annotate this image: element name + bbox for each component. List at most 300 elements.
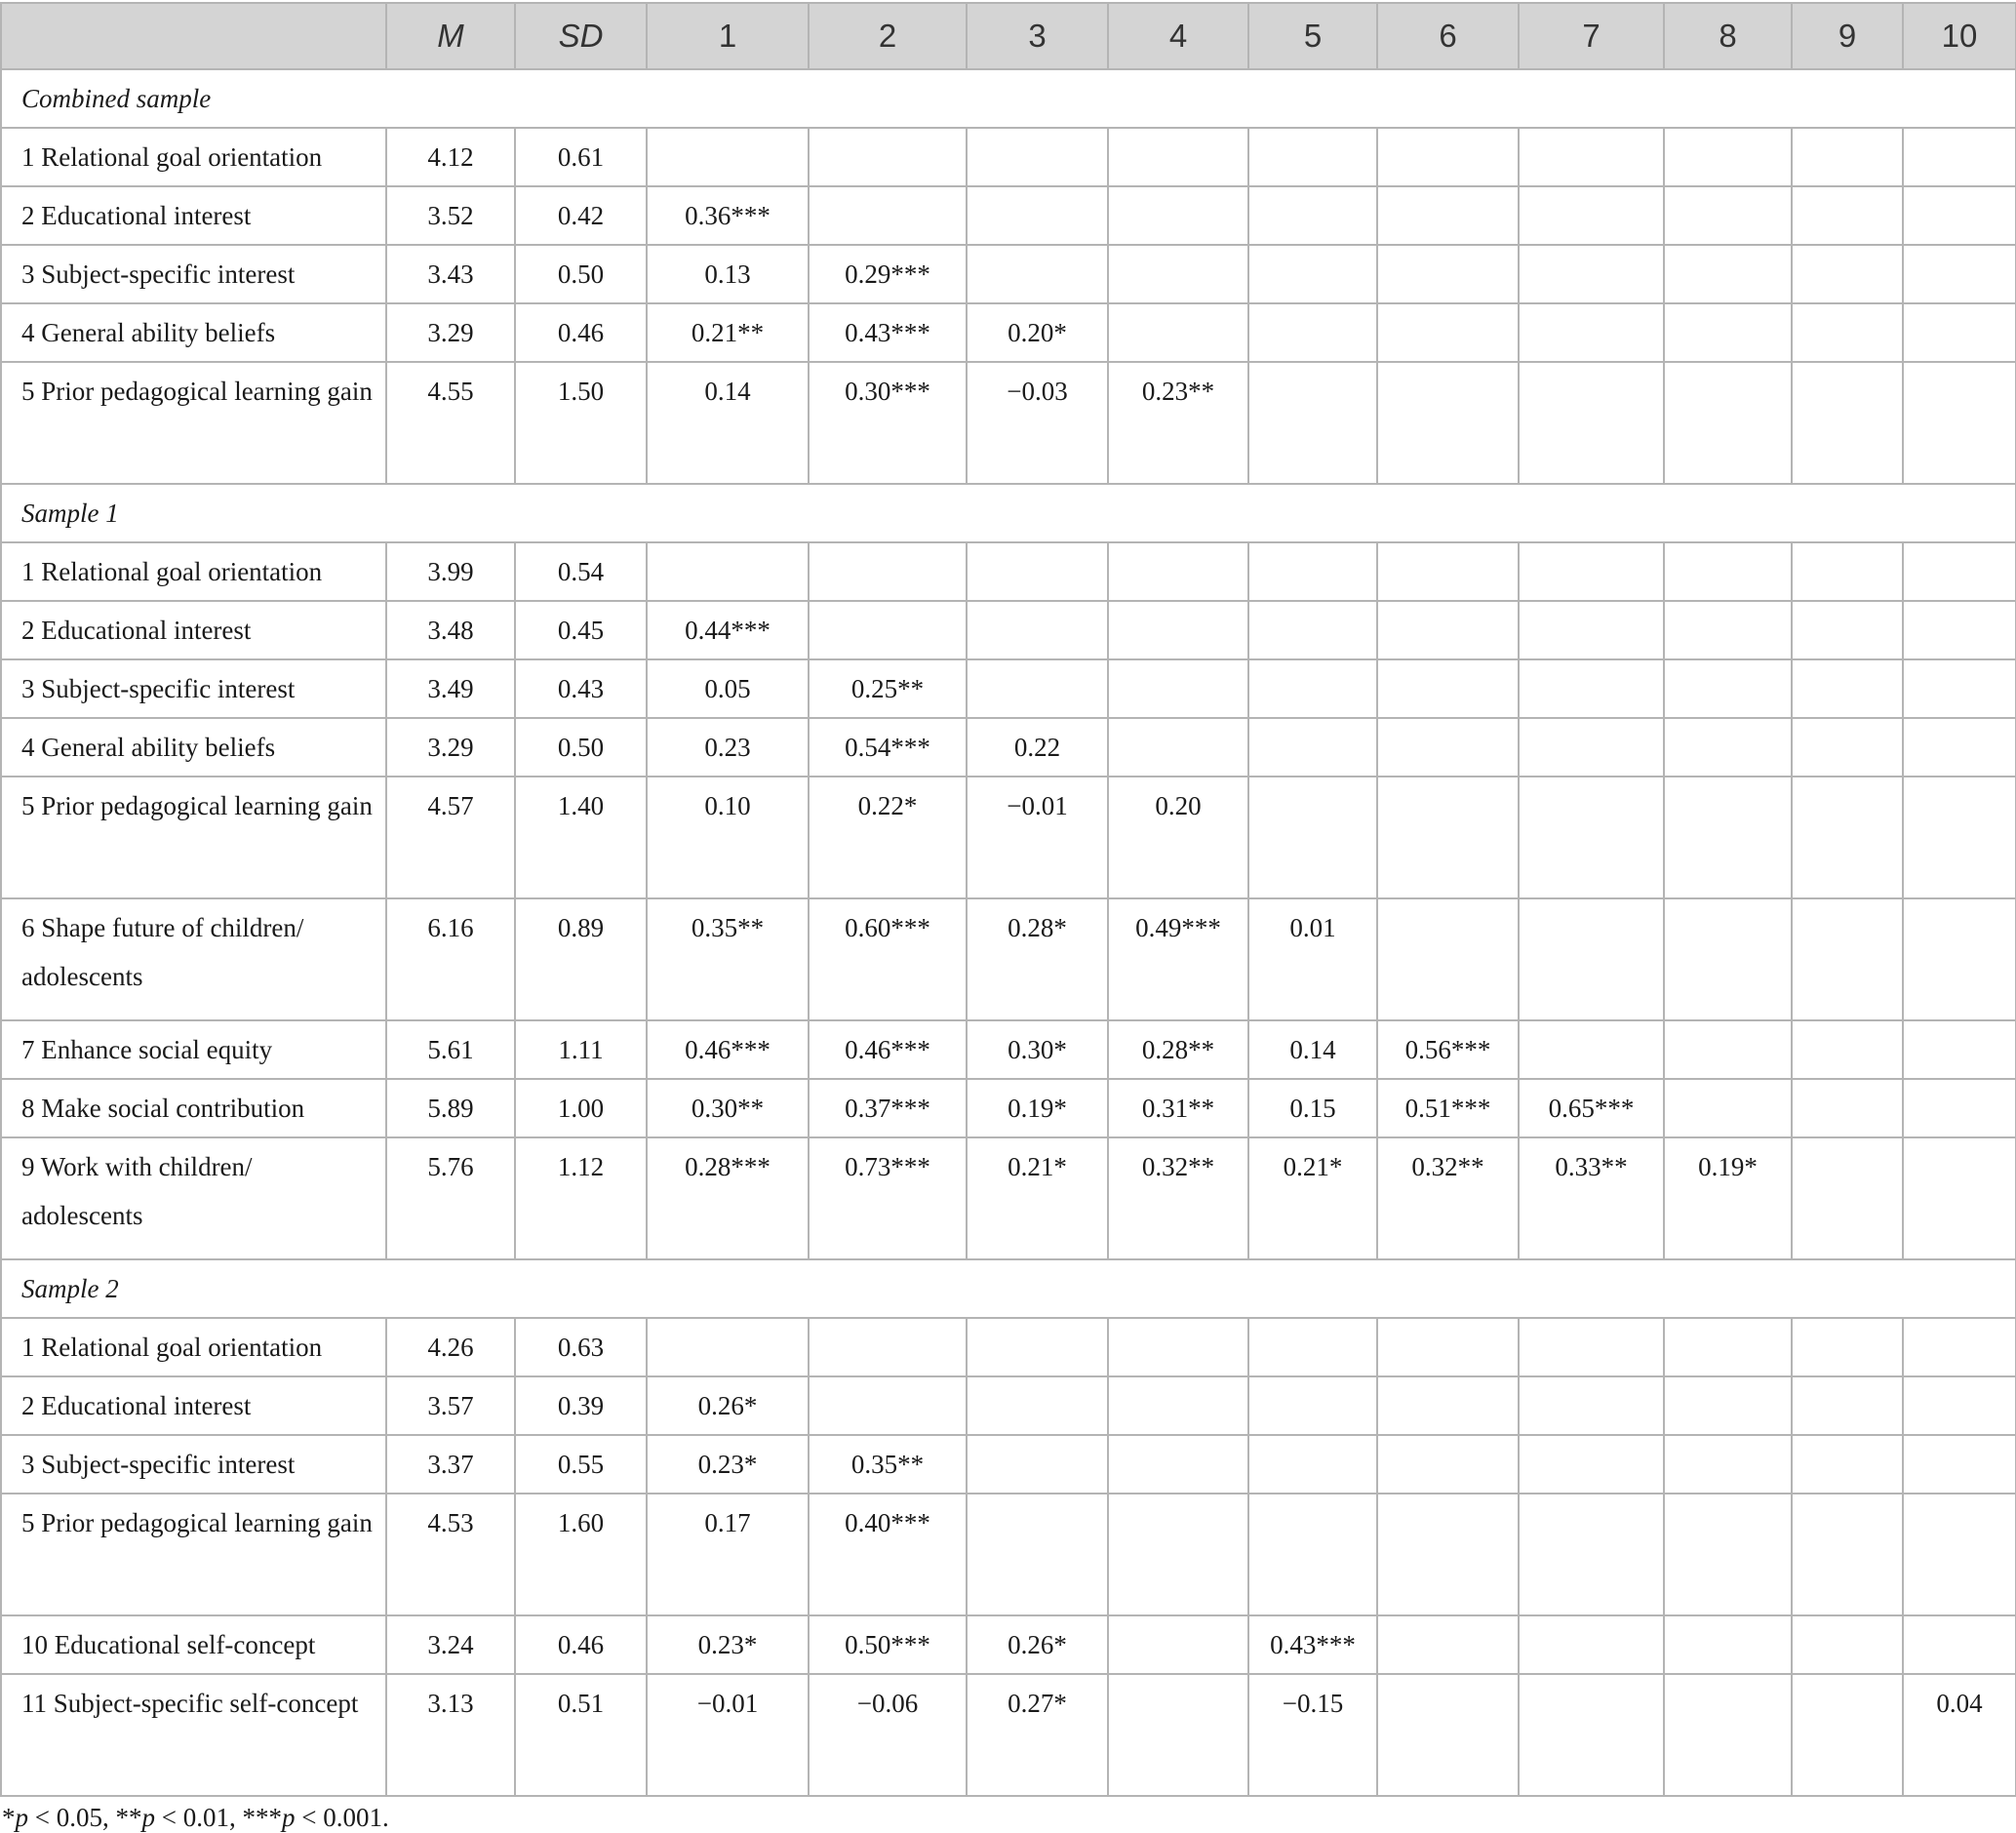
table-row xyxy=(1,1674,2016,1796)
correlation-cell xyxy=(1377,362,1519,484)
correlation-cell xyxy=(1519,303,1664,362)
correlation-cell xyxy=(1108,303,1248,362)
correlation-cell xyxy=(1519,777,1664,898)
section-title: Combined sample xyxy=(1,69,2016,128)
row-label: 10 Educational self-concept xyxy=(1,1615,386,1674)
correlation-cell xyxy=(1519,1615,1664,1674)
correlation-cell xyxy=(1248,303,1377,362)
correlation-cell xyxy=(1792,777,1903,898)
correlation-cell xyxy=(967,659,1108,718)
header-cell-1: 1 xyxy=(647,3,809,69)
mean-cell: 3.43 xyxy=(386,245,515,303)
correlation-cell xyxy=(1248,1318,1377,1376)
correlation-cell xyxy=(1248,542,1377,601)
correlation-cell xyxy=(1519,1674,1664,1796)
correlation-cell xyxy=(1903,128,2016,186)
correlation-cell xyxy=(1903,718,2016,777)
correlation-cell: −0.01 xyxy=(967,777,1108,898)
row-label: 3 Subject-specific interest xyxy=(1,1435,386,1494)
correlation-cell xyxy=(1248,245,1377,303)
row-label: 3 Subject-specific interest xyxy=(1,659,386,718)
correlation-cell xyxy=(967,1318,1108,1376)
header-cell-10: 10 xyxy=(1903,3,2016,69)
correlation-cell xyxy=(1248,1494,1377,1615)
correlation-cell xyxy=(809,601,967,659)
correlation-cell: 0.14 xyxy=(1248,1020,1377,1079)
correlation-cell xyxy=(1519,128,1664,186)
correlation-cell xyxy=(1377,777,1519,898)
table-footnote xyxy=(0,1803,2015,1833)
footnote-star-1: * xyxy=(2,1803,16,1832)
correlation-cell xyxy=(1664,303,1792,362)
correlation-cell xyxy=(1248,1376,1377,1435)
correlation-cell xyxy=(1377,542,1519,601)
correlation-table-container xyxy=(0,2,2015,1833)
correlation-cell xyxy=(1377,1615,1519,1674)
correlation-cell xyxy=(1903,1079,2016,1137)
correlation-cell xyxy=(1903,362,2016,484)
correlation-cell xyxy=(1108,718,1248,777)
row-label: 5 Prior pedagogical learning gain xyxy=(1,777,386,898)
section-header-row xyxy=(1,1259,2016,1318)
correlation-cell xyxy=(1903,186,2016,245)
correlation-cell xyxy=(809,128,967,186)
correlation-cell: 0.28** xyxy=(1108,1020,1248,1079)
correlation-cell xyxy=(1108,1318,1248,1376)
footnote-text-1: < 0.05, xyxy=(28,1803,116,1832)
sd-cell: 0.45 xyxy=(515,601,647,659)
section-header-row xyxy=(1,69,2016,128)
header-cell-sd: SD xyxy=(515,3,647,69)
correlation-cell xyxy=(967,1435,1108,1494)
correlation-cell xyxy=(1248,128,1377,186)
correlation-cell xyxy=(1377,601,1519,659)
header-cell-3: 3 xyxy=(967,3,1108,69)
correlation-cell xyxy=(1664,659,1792,718)
correlation-cell xyxy=(809,542,967,601)
correlation-cell xyxy=(1108,601,1248,659)
sd-cell: 1.00 xyxy=(515,1079,647,1137)
correlation-cell: 0.46*** xyxy=(809,1020,967,1079)
sd-cell: 0.89 xyxy=(515,898,647,1020)
sd-cell: 0.51 xyxy=(515,1674,647,1796)
correlation-cell xyxy=(1903,1435,2016,1494)
correlation-cell xyxy=(1377,718,1519,777)
correlation-cell: 0.49*** xyxy=(1108,898,1248,1020)
mean-cell: 3.57 xyxy=(386,1376,515,1435)
correlation-cell xyxy=(1519,601,1664,659)
correlation-cell: 0.23* xyxy=(647,1435,809,1494)
correlation-cell xyxy=(1903,1020,2016,1079)
correlation-cell xyxy=(967,1376,1108,1435)
correlation-cell xyxy=(1903,303,2016,362)
correlation-cell xyxy=(967,601,1108,659)
correlation-cell xyxy=(1519,186,1664,245)
mean-cell: 3.48 xyxy=(386,601,515,659)
sd-cell: 0.63 xyxy=(515,1318,647,1376)
table-row xyxy=(1,303,2016,362)
correlation-cell: 0.25** xyxy=(809,659,967,718)
correlation-cell xyxy=(1377,1674,1519,1796)
correlation-cell xyxy=(1519,542,1664,601)
footnote-p-1: p xyxy=(15,1803,28,1832)
correlation-cell: −0.03 xyxy=(967,362,1108,484)
correlation-cell xyxy=(1519,245,1664,303)
correlation-cell: 0.26* xyxy=(967,1615,1108,1674)
sd-cell: 0.50 xyxy=(515,718,647,777)
correlation-cell xyxy=(967,245,1108,303)
footnote-p-3: p xyxy=(281,1803,296,1832)
correlation-cell xyxy=(1108,1674,1248,1796)
mean-cell: 4.26 xyxy=(386,1318,515,1376)
sd-cell: 0.42 xyxy=(515,186,647,245)
correlation-cell xyxy=(1903,601,2016,659)
footnote-text-3: < 0.001. xyxy=(295,1803,389,1832)
correlation-cell: 0.30** xyxy=(647,1079,809,1137)
row-label: 1 Relational goal orientation xyxy=(1,542,386,601)
correlation-cell: 0.17 xyxy=(647,1494,809,1615)
correlation-cell: 0.21* xyxy=(1248,1137,1377,1259)
correlation-cell xyxy=(1903,1137,2016,1259)
correlation-cell: 0.22* xyxy=(809,777,967,898)
correlation-cell: 0.21** xyxy=(647,303,809,362)
correlation-cell xyxy=(1792,898,1903,1020)
correlation-cell: 0.35** xyxy=(809,1435,967,1494)
mean-cell: 5.61 xyxy=(386,1020,515,1079)
correlation-cell xyxy=(1664,128,1792,186)
correlation-cell xyxy=(1108,542,1248,601)
correlation-cell xyxy=(1248,362,1377,484)
correlation-cell xyxy=(1108,245,1248,303)
correlation-cell xyxy=(1377,186,1519,245)
table-row xyxy=(1,601,2016,659)
correlation-cell: −0.01 xyxy=(647,1674,809,1796)
correlation-cell: 0.31** xyxy=(1108,1079,1248,1137)
correlation-cell xyxy=(1664,542,1792,601)
correlation-cell xyxy=(1792,601,1903,659)
correlation-cell xyxy=(967,542,1108,601)
footnote-star-2: ** xyxy=(115,1803,142,1832)
table-row xyxy=(1,128,2016,186)
correlation-cell: 0.56*** xyxy=(1377,1020,1519,1079)
mean-cell: 5.89 xyxy=(386,1079,515,1137)
correlation-cell xyxy=(1792,718,1903,777)
footnote-star-3: *** xyxy=(242,1803,282,1832)
sd-cell: 1.40 xyxy=(515,777,647,898)
row-label: 2 Educational interest xyxy=(1,1376,386,1435)
row-label: 8 Make social contribution xyxy=(1,1079,386,1137)
correlation-cell: 0.19* xyxy=(1664,1137,1792,1259)
correlation-cell xyxy=(1792,186,1903,245)
mean-cell: 4.57 xyxy=(386,777,515,898)
table-row xyxy=(1,1318,2016,1376)
footnote-text-2: < 0.01, xyxy=(154,1803,243,1832)
correlation-cell: 0.23** xyxy=(1108,362,1248,484)
correlation-cell xyxy=(1903,245,2016,303)
correlation-cell xyxy=(1519,1376,1664,1435)
correlation-cell xyxy=(1664,1615,1792,1674)
correlation-cell xyxy=(1792,1137,1903,1259)
correlation-cell xyxy=(1248,718,1377,777)
table-row xyxy=(1,1079,2016,1137)
correlation-cell xyxy=(1792,1318,1903,1376)
mean-cell: 3.13 xyxy=(386,1674,515,1796)
correlation-cell xyxy=(1519,718,1664,777)
footnote-p-2: p xyxy=(141,1803,155,1832)
correlation-cell xyxy=(1108,1435,1248,1494)
mean-cell: 3.52 xyxy=(386,186,515,245)
mean-cell: 3.49 xyxy=(386,659,515,718)
correlation-cell: 0.01 xyxy=(1248,898,1377,1020)
correlation-cell xyxy=(1664,245,1792,303)
sd-cell: 0.55 xyxy=(515,1435,647,1494)
header-cell-2: 2 xyxy=(809,3,967,69)
row-label: 2 Educational interest xyxy=(1,186,386,245)
row-label: 4 General ability beliefs xyxy=(1,718,386,777)
sd-cell: 1.50 xyxy=(515,362,647,484)
correlation-cell xyxy=(1377,1376,1519,1435)
row-label: 2 Educational interest xyxy=(1,601,386,659)
correlation-cell xyxy=(1248,601,1377,659)
correlation-cell xyxy=(1792,362,1903,484)
correlation-cell: 0.23 xyxy=(647,718,809,777)
correlation-cell xyxy=(1664,1494,1792,1615)
correlation-cell: 0.32** xyxy=(1377,1137,1519,1259)
correlation-cell xyxy=(1903,1376,2016,1435)
correlation-cell xyxy=(967,128,1108,186)
header-cell-mean: M xyxy=(386,3,515,69)
correlation-cell: 0.28* xyxy=(967,898,1108,1020)
sd-cell: 0.61 xyxy=(515,128,647,186)
correlation-cell xyxy=(1903,1494,2016,1615)
correlation-cell: 0.04 xyxy=(1903,1674,2016,1796)
correlation-cell xyxy=(1377,659,1519,718)
correlation-cell: 0.44*** xyxy=(647,601,809,659)
row-label: 3 Subject-specific interest xyxy=(1,245,386,303)
table-row xyxy=(1,1137,2016,1259)
correlation-cell xyxy=(1664,1020,1792,1079)
correlation-cell xyxy=(1519,1318,1664,1376)
table-row xyxy=(1,898,2016,1020)
table-row xyxy=(1,1494,2016,1615)
header-cell-9: 9 xyxy=(1792,3,1903,69)
correlation-cell xyxy=(1903,1615,2016,1674)
correlation-cell xyxy=(1377,128,1519,186)
correlation-cell: 0.21* xyxy=(967,1137,1108,1259)
row-label: 5 Prior pedagogical learning gain xyxy=(1,362,386,484)
correlation-cell: 0.19* xyxy=(967,1079,1108,1137)
correlation-cell xyxy=(647,1318,809,1376)
mean-cell: 3.29 xyxy=(386,718,515,777)
correlation-cell xyxy=(1248,186,1377,245)
correlation-cell xyxy=(1792,303,1903,362)
section-title: Sample 1 xyxy=(1,484,2016,542)
correlation-cell xyxy=(809,1376,967,1435)
correlation-cell xyxy=(1792,128,1903,186)
correlation-cell xyxy=(1664,718,1792,777)
correlation-cell xyxy=(1377,1435,1519,1494)
correlation-cell xyxy=(1664,1674,1792,1796)
table-body xyxy=(1,69,2016,1796)
correlation-cell xyxy=(1108,1615,1248,1674)
sd-cell: 0.46 xyxy=(515,303,647,362)
correlation-cell: 0.36*** xyxy=(647,186,809,245)
sd-cell: 1.60 xyxy=(515,1494,647,1615)
sd-cell: 0.50 xyxy=(515,245,647,303)
table-row xyxy=(1,1376,2016,1435)
correlation-cell xyxy=(1792,245,1903,303)
row-label: 6 Shape future of children/ adolescents xyxy=(1,898,386,1020)
header-cell-6: 6 xyxy=(1377,3,1519,69)
correlation-cell: 0.22 xyxy=(967,718,1108,777)
correlation-cell: 0.33** xyxy=(1519,1137,1664,1259)
sd-cell: 0.46 xyxy=(515,1615,647,1674)
correlation-cell: 0.23* xyxy=(647,1615,809,1674)
correlation-cell xyxy=(1792,1615,1903,1674)
correlation-cell: 0.10 xyxy=(647,777,809,898)
correlation-cell xyxy=(1903,1318,2016,1376)
correlation-cell xyxy=(1108,1494,1248,1615)
mean-cell: 4.55 xyxy=(386,362,515,484)
correlation-cell: 0.43*** xyxy=(1248,1615,1377,1674)
correlation-cell: 0.26* xyxy=(647,1376,809,1435)
mean-cell: 3.24 xyxy=(386,1615,515,1674)
correlation-cell: 0.05 xyxy=(647,659,809,718)
correlation-cell xyxy=(1519,1020,1664,1079)
correlation-table xyxy=(0,2,2016,1797)
correlation-cell xyxy=(1248,777,1377,898)
correlation-cell xyxy=(1248,1435,1377,1494)
correlation-cell: 0.46*** xyxy=(647,1020,809,1079)
correlation-cell xyxy=(1903,659,2016,718)
correlation-cell xyxy=(1377,303,1519,362)
correlation-cell xyxy=(1664,1435,1792,1494)
correlation-cell: 0.65*** xyxy=(1519,1079,1664,1137)
correlation-cell: 0.13 xyxy=(647,245,809,303)
header-cell-4: 4 xyxy=(1108,3,1248,69)
table-row xyxy=(1,245,2016,303)
correlation-cell: 0.14 xyxy=(647,362,809,484)
correlation-cell xyxy=(1519,659,1664,718)
correlation-cell xyxy=(1792,659,1903,718)
correlation-cell: 0.30*** xyxy=(809,362,967,484)
correlation-cell xyxy=(809,1318,967,1376)
table-row xyxy=(1,659,2016,718)
correlation-cell xyxy=(1664,362,1792,484)
correlation-cell: 0.32** xyxy=(1108,1137,1248,1259)
correlation-cell xyxy=(967,186,1108,245)
correlation-cell xyxy=(1248,659,1377,718)
correlation-cell: 0.43*** xyxy=(809,303,967,362)
correlation-cell xyxy=(1792,1674,1903,1796)
table-row xyxy=(1,718,2016,777)
mean-cell: 3.29 xyxy=(386,303,515,362)
correlation-cell xyxy=(1108,128,1248,186)
header-cell-7: 7 xyxy=(1519,3,1664,69)
correlation-cell: −0.15 xyxy=(1248,1674,1377,1796)
correlation-cell xyxy=(1903,777,2016,898)
table-row xyxy=(1,362,2016,484)
correlation-cell xyxy=(1664,1318,1792,1376)
correlation-cell xyxy=(1519,362,1664,484)
sd-cell: 1.12 xyxy=(515,1137,647,1259)
sd-cell: 0.43 xyxy=(515,659,647,718)
correlation-cell: 0.51*** xyxy=(1377,1079,1519,1137)
correlation-cell xyxy=(1377,245,1519,303)
section-title: Sample 2 xyxy=(1,1259,2016,1318)
row-label: 5 Prior pedagogical learning gain xyxy=(1,1494,386,1615)
correlation-cell xyxy=(1108,1376,1248,1435)
correlation-cell: 0.20 xyxy=(1108,777,1248,898)
correlation-cell xyxy=(1377,898,1519,1020)
row-label: 9 Work with children/ adolescents xyxy=(1,1137,386,1259)
header-cell-label xyxy=(1,3,386,69)
correlation-cell xyxy=(1792,1079,1903,1137)
correlation-cell: 0.60*** xyxy=(809,898,967,1020)
mean-cell: 6.16 xyxy=(386,898,515,1020)
correlation-cell xyxy=(1792,1020,1903,1079)
correlation-cell xyxy=(1664,1376,1792,1435)
mean-cell: 4.12 xyxy=(386,128,515,186)
correlation-cell xyxy=(1792,542,1903,601)
correlation-cell xyxy=(1664,1079,1792,1137)
mean-cell: 3.99 xyxy=(386,542,515,601)
table-row xyxy=(1,1435,2016,1494)
sd-cell: 0.39 xyxy=(515,1376,647,1435)
correlation-cell xyxy=(1664,601,1792,659)
correlation-cell: 0.73*** xyxy=(809,1137,967,1259)
table-row xyxy=(1,1615,2016,1674)
row-label: 1 Relational goal orientation xyxy=(1,1318,386,1376)
correlation-cell xyxy=(967,1494,1108,1615)
correlation-cell: 0.15 xyxy=(1248,1079,1377,1137)
header-cell-5: 5 xyxy=(1248,3,1377,69)
correlation-cell: 0.30* xyxy=(967,1020,1108,1079)
table-row xyxy=(1,777,2016,898)
correlation-cell xyxy=(1792,1376,1903,1435)
correlation-cell: 0.20* xyxy=(967,303,1108,362)
correlation-cell: 0.50*** xyxy=(809,1615,967,1674)
correlation-cell xyxy=(809,186,967,245)
header-cell-8: 8 xyxy=(1664,3,1792,69)
correlation-cell xyxy=(1792,1494,1903,1615)
correlation-cell xyxy=(1664,898,1792,1020)
correlation-cell xyxy=(1377,1494,1519,1615)
correlation-cell: 0.40*** xyxy=(809,1494,967,1615)
mean-cell: 5.76 xyxy=(386,1137,515,1259)
correlation-cell xyxy=(647,542,809,601)
row-label: 11 Subject-specific self-concept xyxy=(1,1674,386,1796)
correlation-cell: 0.28*** xyxy=(647,1137,809,1259)
correlation-cell: 0.27* xyxy=(967,1674,1108,1796)
correlation-cell xyxy=(1664,777,1792,898)
table-row xyxy=(1,1020,2016,1079)
correlation-cell xyxy=(1664,186,1792,245)
row-label: 4 General ability beliefs xyxy=(1,303,386,362)
section-header-row xyxy=(1,484,2016,542)
correlation-cell xyxy=(1377,1318,1519,1376)
table-row xyxy=(1,186,2016,245)
correlation-cell xyxy=(1792,1435,1903,1494)
correlation-cell: 0.29*** xyxy=(809,245,967,303)
correlation-cell xyxy=(1519,1435,1664,1494)
correlation-cell: 0.35** xyxy=(647,898,809,1020)
correlation-cell: 0.37*** xyxy=(809,1079,967,1137)
correlation-cell xyxy=(1903,898,2016,1020)
correlation-cell: 0.54*** xyxy=(809,718,967,777)
sd-cell: 1.11 xyxy=(515,1020,647,1079)
mean-cell: 3.37 xyxy=(386,1435,515,1494)
